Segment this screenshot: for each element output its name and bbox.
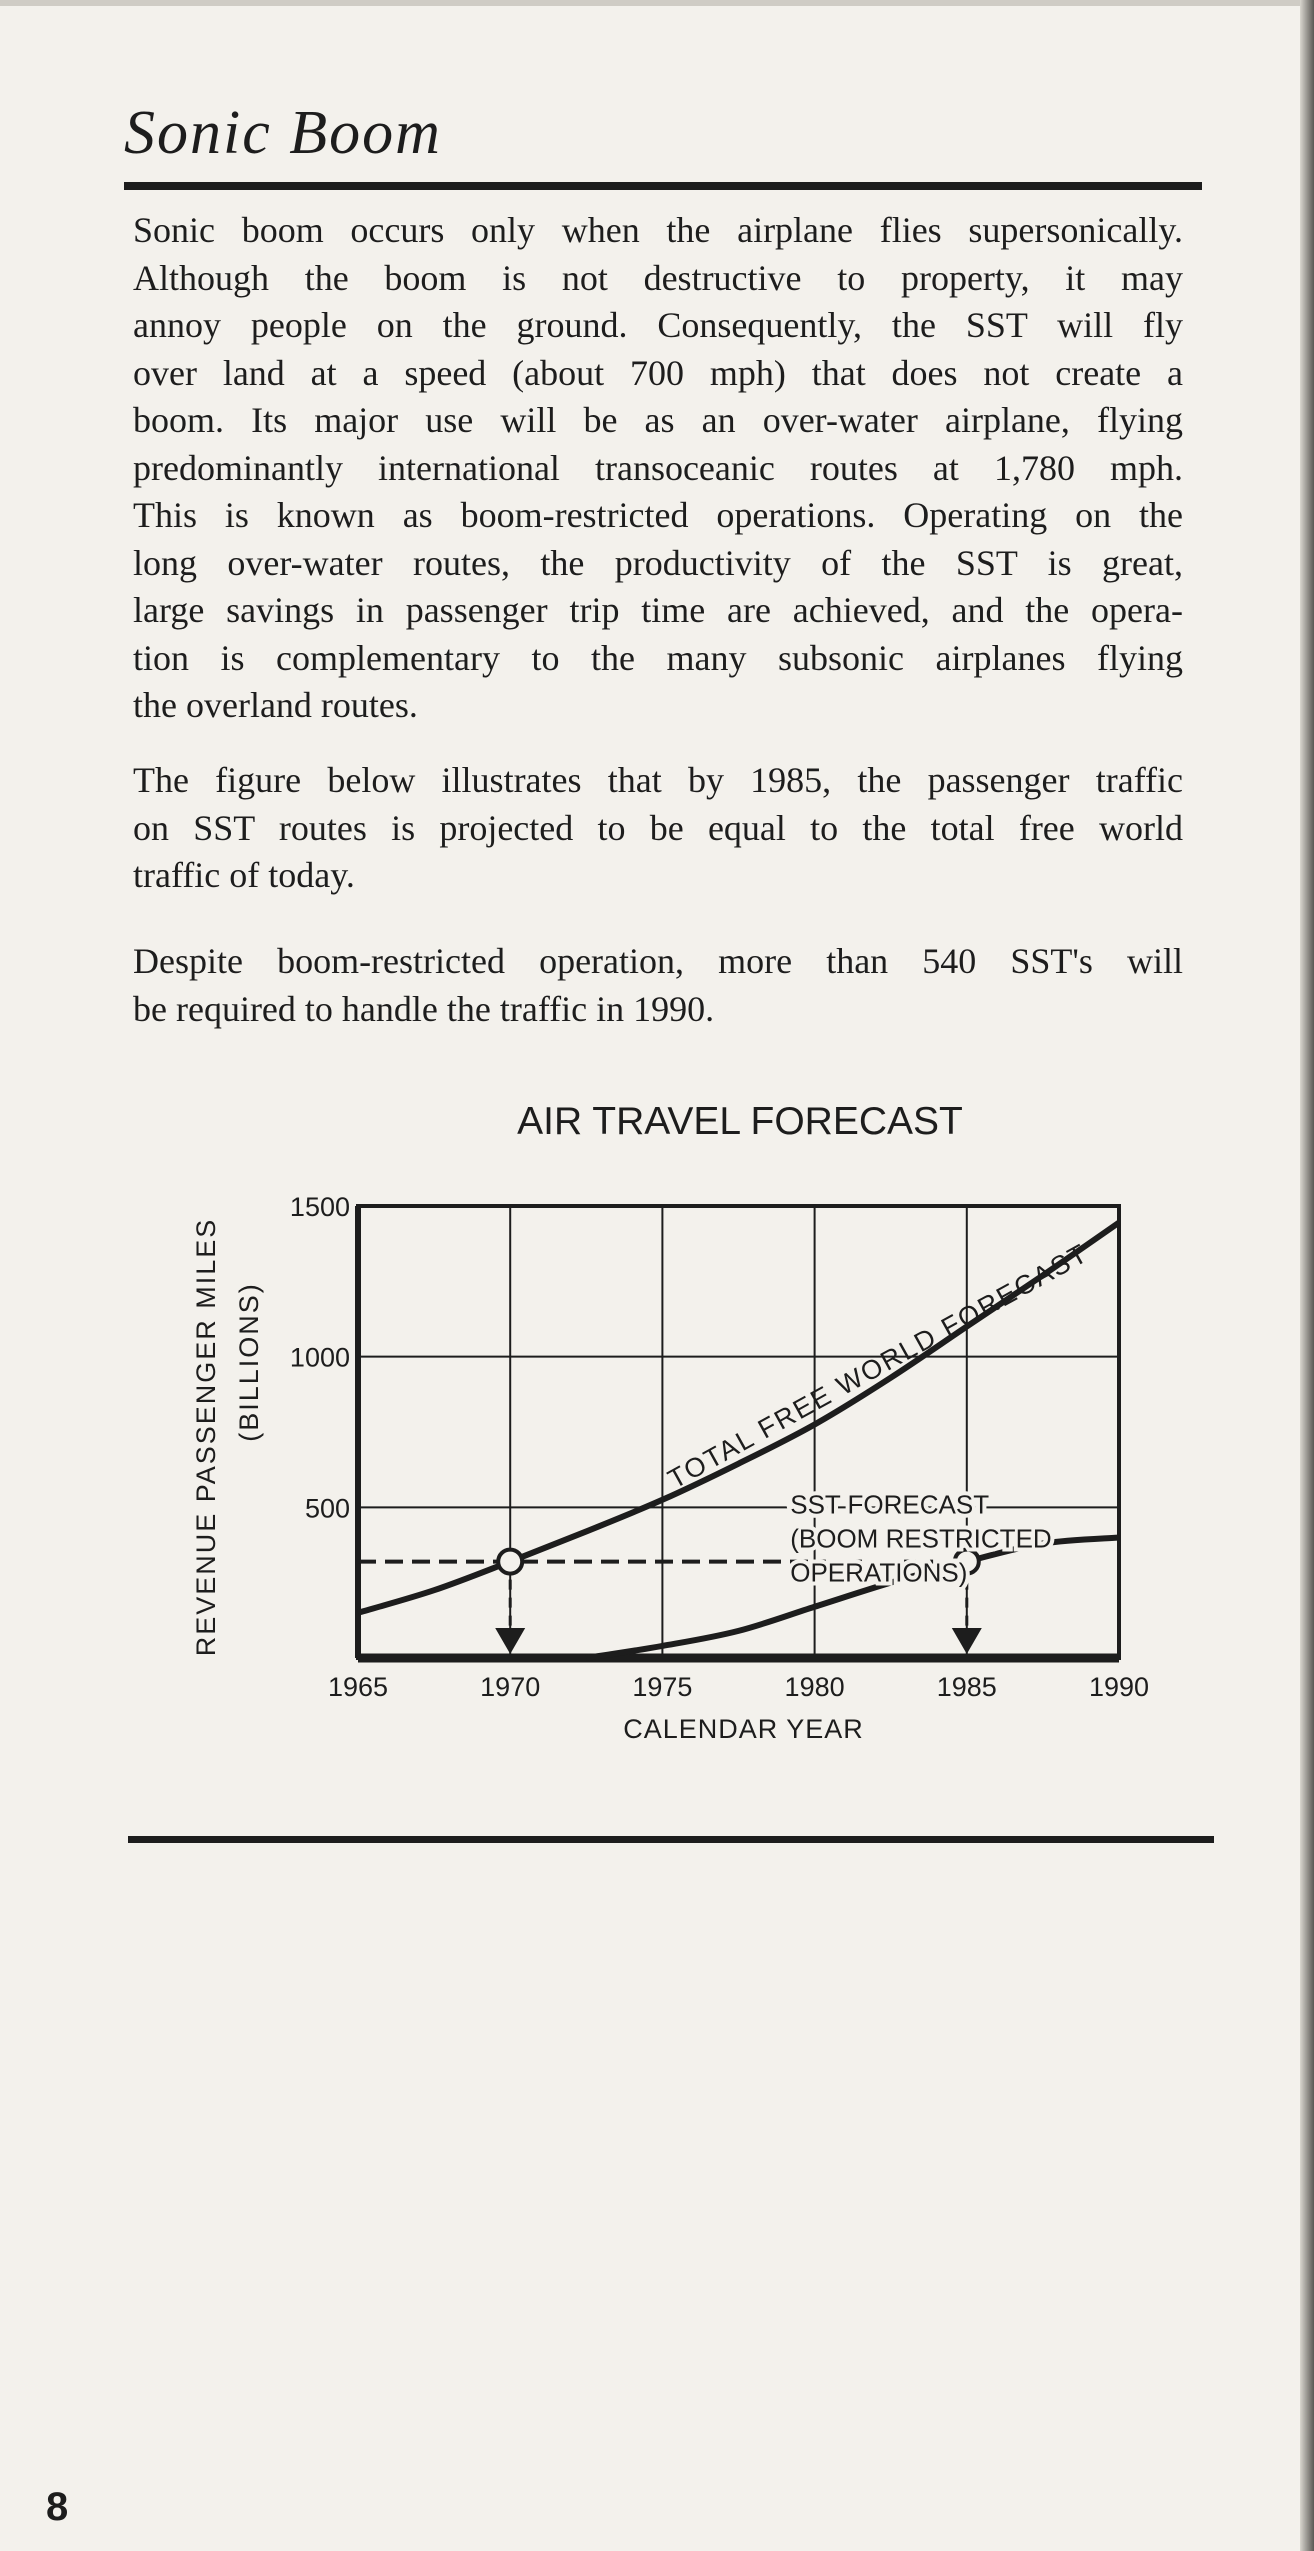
page-title: Sonic Boom [124,99,442,167]
y-tick-label: 1000 [289,1342,350,1373]
text-line: predominantly international transoceanic routes at 1,780 mph. [133,447,1183,488]
text-line: large savings in passenger trip time are achieved, and the opera- [133,590,1183,630]
x-axis-title: CALENDAR YEAR [623,1714,864,1744]
sst-forecast-line [586,1537,1119,1658]
sst-forecast-label: OPERATIONS) [790,1557,968,1588]
y-tick-label: 500 [304,1493,350,1524]
down-arrow-icon [952,1628,982,1654]
text-line: boom. Its major use will be as an over-water airplane, flying [133,400,1183,440]
text-line: tion is complementary to the many subsonic airplanes flying [133,637,1183,678]
x-tick-label: 1965 [327,1672,389,1702]
text-line: Sonic boom occurs only when the airplane flies supersonically. [133,210,1183,250]
x-tick-label: 1970 [480,1672,541,1702]
text-line: the overland routes. [133,685,418,725]
x-tick-label: 1975 [632,1672,693,1702]
text-line: This is known as boom-restricted operations. Operating on the [133,495,1183,535]
y-tick-label: 1500 [289,1192,350,1222]
text-line: The figure below illustrates that by 1985, the passenger traffic [133,760,1183,800]
text-line: be required to handle the traffic in 1990. [133,988,715,1029]
text-line: Although the boom is not destructive to property, it may [133,257,1183,298]
y-axis-subtitle: (BILLIONS) [234,1282,264,1442]
page-number: 8 [46,2485,69,2529]
total-free-world-label: TOTAL FREE WORLD FORECAST [662,1237,1094,1495]
text-line: Despite boom-restricted operation, more than 540 SST's will [133,941,1183,981]
text-line: traffic of today. [133,855,355,895]
text-line: long over-water routes, the productivity of the SST is great, [133,542,1183,583]
x-tick-label: 1985 [936,1672,997,1702]
y-axis-title: REVENUE PASSENGER MILES [191,1217,221,1657]
text-line: over land at a speed (about 700 mph) that does not create a [133,352,1183,393]
text-line: annoy people on the ground. Consequently, the SST will fly [133,305,1183,345]
marker-circle [498,1550,522,1574]
text-line: on SST routes is projected to be equal to the total free world [133,807,1183,848]
chart-title: AIR TRAVEL FORECAST [517,1100,963,1143]
down-arrow-icon [495,1628,525,1654]
sst-forecast-label: SST FORECAST [790,1489,990,1520]
sst-forecast-label: (BOOM RESTRICTED [790,1523,1052,1554]
bottom-rule [128,1836,1214,1843]
x-tick-label: 1980 [784,1672,845,1702]
x-tick-label: 1990 [1088,1672,1150,1702]
